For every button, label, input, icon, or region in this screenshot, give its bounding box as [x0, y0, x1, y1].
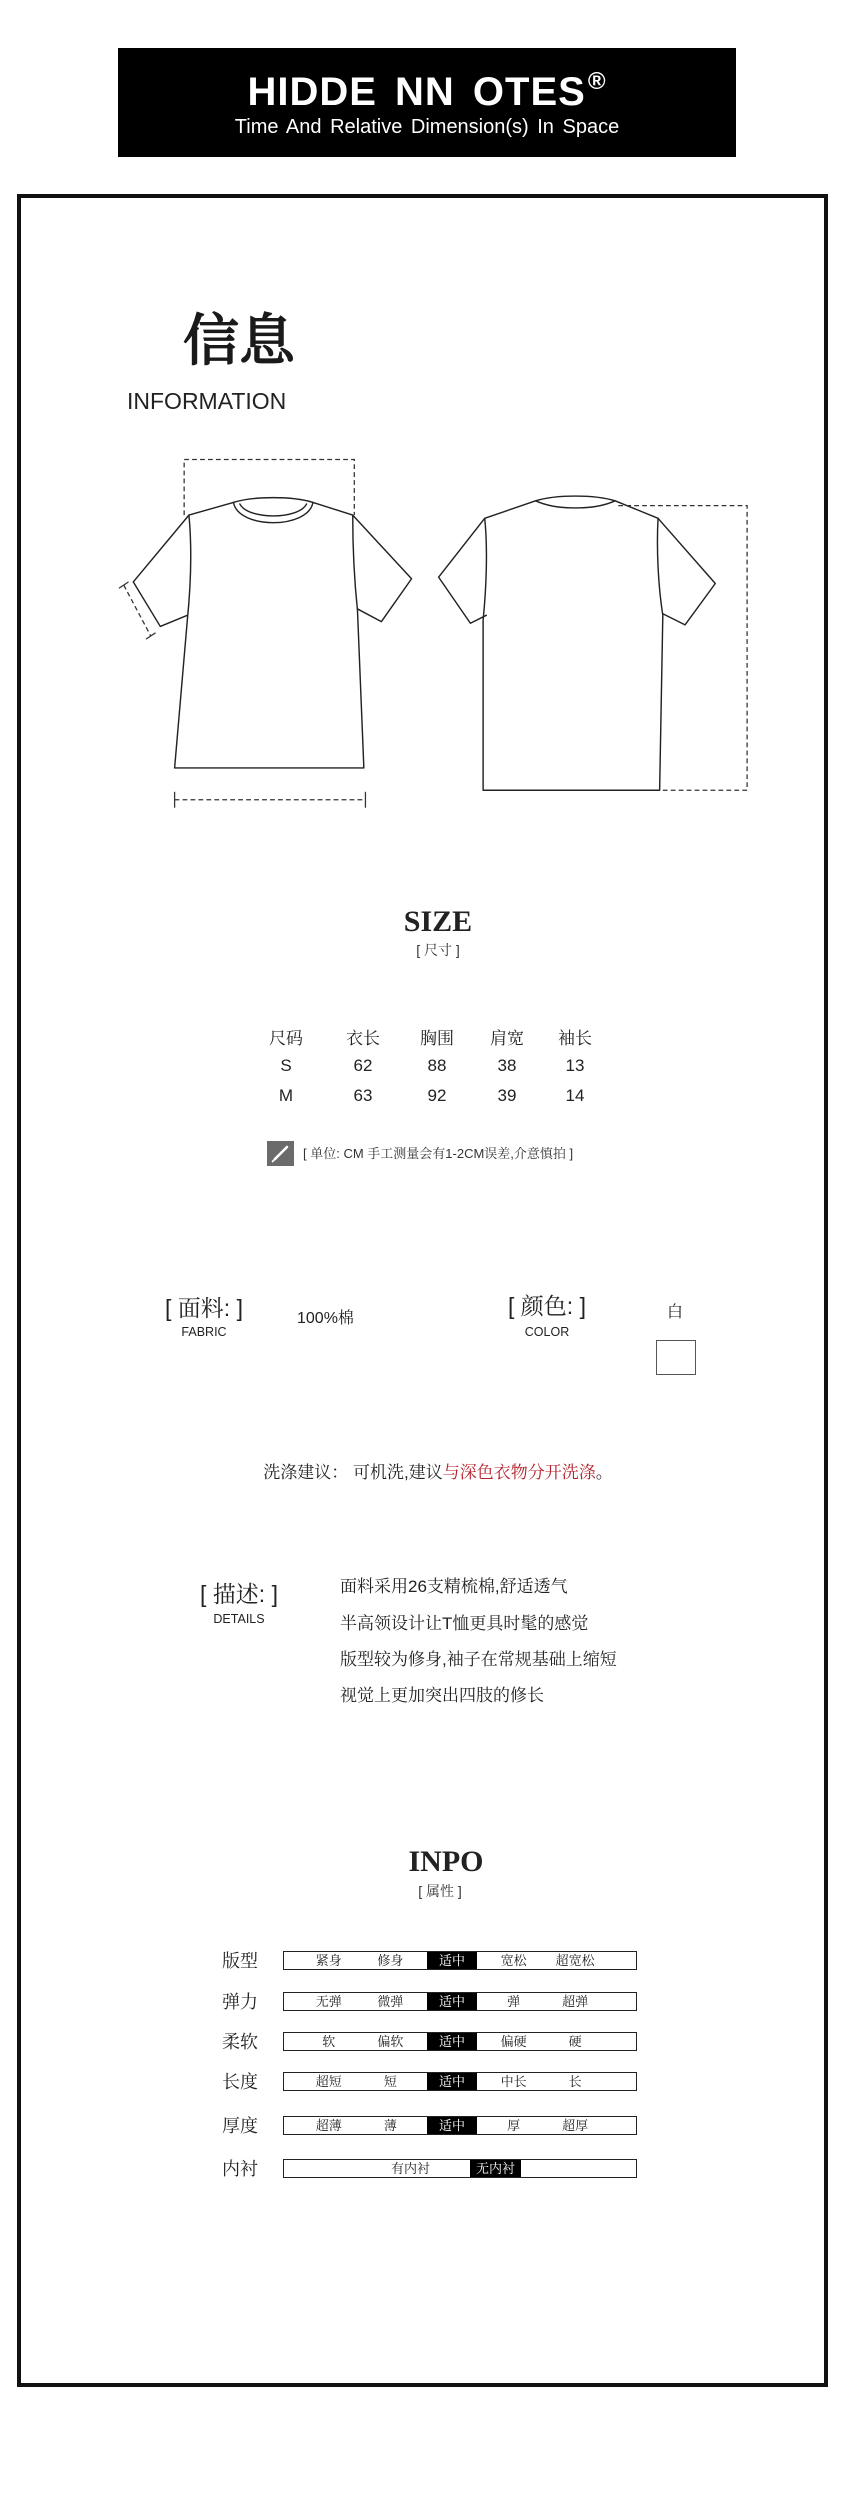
size-header: 衣长: [346, 1028, 380, 1048]
attr-option: [544, 1993, 606, 2010]
size-cell: 88: [427, 1056, 447, 1075]
front-collar-back-edge: [233, 498, 313, 503]
attr-row-thickness: [222, 2116, 637, 2136]
attr-option-label: 薄: [383, 2118, 397, 2133]
details-line: 半高领设计让T恤更具时髦的感觉: [340, 1614, 589, 1633]
details-line: 版型较为修身,袖子在常规基础上缩短: [340, 1650, 617, 1669]
attr-option: [360, 2073, 422, 2090]
size-title: SIZE: [403, 905, 473, 938]
attr-row-lining: [222, 2159, 637, 2179]
attr-option-label: 超宽松: [555, 1953, 595, 1968]
attr-option: [483, 1952, 545, 1969]
attr-option-label: 弹: [507, 1994, 521, 2009]
wash-advice-end: 。: [595, 1463, 613, 1482]
attr-label: 内衬: [222, 2159, 258, 2179]
color-label-en: COLOR: [524, 1325, 570, 1339]
attr-option: [483, 2117, 545, 2134]
info-title: 信息: [183, 311, 295, 373]
attr-option-label: 适中: [427, 2073, 477, 2090]
attributes-subtitle: [ 属性 ]: [418, 1883, 462, 1899]
attr-option-selected: [421, 2073, 483, 2090]
sleeve-tick-top: [119, 582, 129, 588]
attr-option-label: 适中: [427, 1952, 477, 1969]
measurement-note: [ 单位: CM 手工测量会有1-2CM误差,介意慎拍 ]: [303, 1146, 574, 1161]
attr-label: 厚度: [222, 2116, 258, 2136]
attr-option-selected: [453, 2160, 538, 2177]
attr-label: 弹力: [222, 1992, 258, 2012]
wash-advice: [238, 1462, 638, 1484]
attr-option-label: 短: [383, 2074, 397, 2089]
color-label: [ 颜色: ]: [508, 1293, 586, 1319]
attr-row-fit: [222, 1951, 637, 1971]
attr-option: [483, 1993, 545, 2010]
attr-option: [544, 2117, 606, 2134]
front-measure-lines: [124, 459, 366, 799]
size-table: [247, 1021, 609, 1111]
brand-tagline: Time And Relative Dimension(s) In Space: [234, 116, 620, 138]
attr-scale: [283, 1951, 637, 1970]
attr-option: [544, 2033, 606, 2050]
attr-option-label: 适中: [427, 1993, 477, 2010]
wash-advice-highlight: 与深色衣物分开洗涤: [442, 1463, 596, 1482]
fabric-value: 100%棉: [297, 1310, 354, 1327]
attr-option: [298, 2033, 360, 2050]
size-header: 袖长: [558, 1028, 592, 1048]
attr-option-selected: [421, 1952, 483, 1969]
tshirt-back: [439, 496, 716, 790]
size-cell: 14: [565, 1086, 585, 1105]
back-collar-bottom: [536, 501, 616, 508]
attr-option-selected: [421, 1993, 483, 2010]
size-header: 肩宽: [490, 1028, 524, 1048]
attr-option: [544, 1952, 606, 1969]
size-cell: 92: [427, 1086, 447, 1105]
length-measure-line: [618, 506, 747, 791]
attr-option-label: 微弹: [377, 1994, 404, 2009]
size-cell: M: [278, 1086, 294, 1105]
attr-label: 长度: [222, 2072, 258, 2092]
attr-scale: [283, 2072, 637, 2091]
front-body: [175, 515, 364, 768]
wash-advice-text: 洗涤建议： 可机洗,建议: [263, 1463, 443, 1482]
attr-option-label: 紧身: [315, 1953, 342, 1968]
attr-scale: [283, 2032, 637, 2051]
size-subtitle: [ 尺寸 ]: [416, 942, 460, 958]
attr-row-elasticity: [222, 1992, 637, 2012]
details-label: [ 描述: ]: [200, 1581, 278, 1607]
garment-diagram: [111, 445, 763, 819]
attr-option-label: 适中: [427, 2117, 477, 2134]
attr-option: [544, 2073, 606, 2090]
size-header: 胸围: [420, 1028, 454, 1048]
brand-name: HIDDE NN OTES: [247, 70, 586, 114]
size-cell: S: [280, 1056, 292, 1075]
attr-option-label: 超薄: [315, 2118, 342, 2133]
pencil-icon: [267, 1141, 294, 1166]
back-right-sleeve: [615, 501, 715, 625]
attr-option: [360, 2117, 422, 2134]
size-cell: 13: [565, 1056, 585, 1075]
attr-option-label: 偏软: [377, 2034, 404, 2049]
attr-option: [360, 2033, 422, 2050]
attr-scale: [283, 1992, 637, 2011]
attr-option-label: 硬: [568, 2034, 582, 2049]
attr-option-selected: [421, 2033, 483, 2050]
attr-row-softness: [222, 2032, 637, 2052]
attr-label: 版型: [222, 1951, 258, 1971]
size-cell: 63: [353, 1086, 373, 1105]
back-collar-top: [536, 496, 616, 501]
attr-option: [298, 1993, 360, 2010]
front-collar-inner: [240, 504, 307, 516]
attr-option-label: 超厚: [562, 2118, 589, 2133]
attr-option-label: 偏硬: [500, 2034, 527, 2049]
attr-option-selected: [421, 2117, 483, 2134]
front-left-sleeve: [133, 502, 233, 626]
attr-option-label: 宽松: [500, 1953, 527, 1968]
front-measure-ticks: [119, 582, 365, 808]
attr-label: 柔软: [222, 2032, 258, 2052]
info-subtitle: INFORMATION: [127, 388, 287, 414]
attr-scale: [283, 2159, 637, 2178]
back-body: [483, 518, 663, 790]
sleeve-tick-bottom: [146, 633, 156, 639]
color-swatch: [656, 1340, 696, 1375]
tshirt-front: [133, 498, 411, 768]
attr-option: [298, 2117, 360, 2134]
attr-option-label: 中长: [500, 2074, 527, 2089]
attr-option-label: 超短: [315, 2074, 342, 2089]
details-line: 视觉上更加突出四肢的修长: [340, 1686, 544, 1705]
details-line: 面料采用26支精梳棉,舒适透气: [340, 1577, 568, 1596]
sleeve-measure-line: [124, 585, 151, 636]
front-collar-outer: [233, 502, 313, 522]
registered-mark: ®: [587, 68, 607, 95]
attr-option-label: 适中: [427, 2033, 477, 2050]
front-right-sleeve: [313, 502, 412, 621]
attr-option: [483, 2033, 545, 2050]
fabric-label-en: FABRIC: [181, 1325, 227, 1339]
attr-option-label: 无内衬: [470, 2160, 521, 2177]
size-header: 尺码: [269, 1028, 303, 1048]
attr-option-label: 修身: [377, 1953, 404, 1968]
attr-option: [368, 2160, 453, 2177]
attr-row-length: [222, 2072, 637, 2092]
attr-option: [298, 2073, 360, 2090]
brand-logo: [118, 68, 736, 118]
attr-option: [360, 1952, 422, 1969]
attr-option-label: 软: [322, 2034, 336, 2049]
attr-option-label: 有内衬: [390, 2161, 430, 2176]
attr-scale: [283, 2116, 637, 2135]
attr-option: [360, 1993, 422, 2010]
size-cell: 62: [353, 1056, 373, 1075]
attr-option-label: 无弹: [315, 1994, 342, 2009]
details-label-en: DETAILS: [213, 1612, 265, 1626]
size-cell: 38: [497, 1056, 517, 1075]
attr-option-label: 厚: [507, 2118, 521, 2133]
attributes-title: INPO: [408, 1845, 484, 1878]
attr-option: [298, 1952, 360, 1969]
fabric-label: [ 面料: ]: [165, 1295, 243, 1321]
size-cell: 39: [497, 1086, 517, 1105]
attr-option: [483, 2073, 545, 2090]
color-value: 白: [667, 1304, 684, 1321]
brand-banner: [118, 48, 736, 157]
attr-option-label: 超弹: [562, 1994, 589, 2009]
attr-option-label: 长: [568, 2074, 582, 2089]
